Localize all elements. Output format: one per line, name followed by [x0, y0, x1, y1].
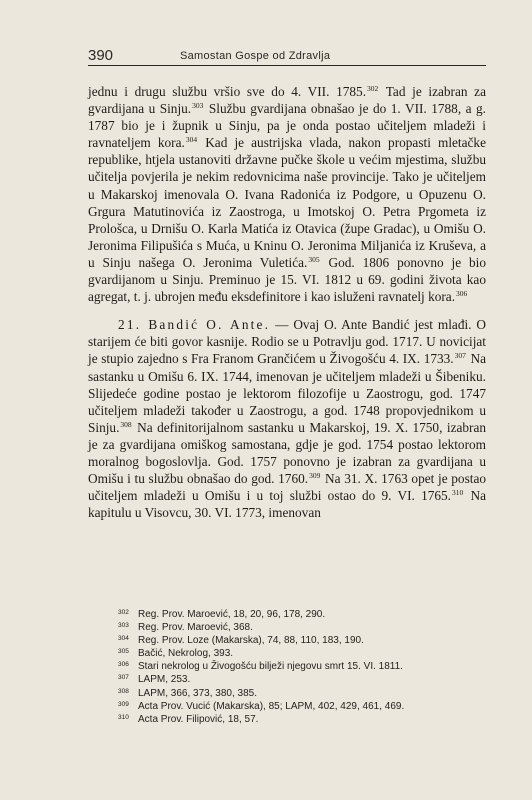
text-run: Na definitorijalnom sastanku u Makarskoj, 19. X. 1750, izabran je za gvardijana omiškog samostana, gdje je god. 1754 postao lektorom moralnog bogoslovlja. God. 1757 ponovno je izabran za gvardijana u Omišu i tu službu obnašao do god. 1760.: [88, 419, 486, 487]
footnote-text: LAPM, 366, 373, 380, 385.: [138, 687, 257, 699]
paragraph-entry-21: [88, 316, 486, 521]
footnote-number: 305: [118, 648, 129, 656]
main-text: [88, 83, 486, 521]
footnotes: [118, 608, 486, 726]
footnote: [118, 700, 486, 713]
footnote-number: 304: [118, 635, 129, 643]
running-title: Samostan Gospe od Zdravlja: [180, 50, 331, 62]
footnote: [118, 608, 486, 621]
footnote-ref: 304: [185, 135, 198, 145]
footnote: [118, 634, 486, 647]
entry-heading: 21. Bandić O. Ante.: [118, 317, 271, 333]
footnote-number: 310: [118, 713, 129, 721]
footnote-text: Stari nekrolog u Živogošću bilježi njegovu smrt 15. VI. 1811.: [138, 661, 403, 673]
footnote-ref: 310: [452, 488, 464, 498]
text-run: jednu i drugu službu vršio sve do 4. VII. 1785.: [88, 84, 367, 99]
footnote-text: Acta Prov. Filipović, 18, 57.: [138, 713, 259, 725]
footnote: [118, 713, 486, 726]
footnote: [118, 647, 486, 660]
text-run: Na 31. X. 1763 opet je postao učiteljem mladeži u Omišu i u toj službi ostao do 9. VI. 1765.: [88, 471, 487, 504]
footnote-number: 307: [118, 674, 129, 682]
footnote-text: LAPM, 253.: [138, 674, 191, 686]
footnote-ref: 302: [367, 84, 379, 93]
footnote-ref: 307: [454, 351, 466, 361]
footnote-text: Reg. Prov. Loze (Makarska), 74, 88, 110, 183, 190.: [138, 635, 364, 647]
footnote-text: Reg. Prov. Maroević, 18, 20, 96, 178, 290.: [138, 609, 326, 620]
footnote-text: Bačić, Nekrolog, 393.: [138, 648, 234, 660]
footnote-ref: 303: [192, 101, 204, 111]
text-run: Na sastanku u Omišu 6. IX. 1744, imenovan je učiteljem mladeži u Šibeniku. Slijedeće godine postao je lektorom filozofije u Zaostrogu, god. 1747 učiteljem mladeži također u Zaostrogu, a god. 1748 propovjednikom u Sinju.: [88, 351, 487, 435]
paragraph-continuation: [88, 83, 486, 305]
footnote-number: 309: [118, 700, 129, 708]
footnote-ref: 306: [456, 289, 468, 299]
text-run: Tad je izabran za gvardijana u Sinju.: [88, 84, 486, 117]
footnote: [118, 660, 486, 673]
text-run: God. 1806 ponovno je bio gvardijanom u Sinju. Preminuo je 15. VI. 1812 u 69. godini života kao agregat, t. j. ubrojen među eksdefinitore i kao isluženi ravnatelj kora.: [88, 254, 486, 305]
page-header: [88, 41, 486, 66]
footnote: [118, 673, 486, 686]
footnote: [118, 621, 486, 634]
footnote-number: 303: [118, 622, 129, 630]
footnote-ref: 309: [309, 471, 321, 481]
text-run: — Ovaj O. Ante Bandić jest mlađi. O starijem će biti govor kasnije. Rodio se u Potravlju god. 1717. U novicijat je stupio zajedno s Fra Franom Grančićem u Živogošću 4. IX. 1733.: [88, 317, 487, 367]
footnote-number: 302: [118, 609, 129, 616]
text-run: Službu gvardijana obnašao je do 1. VII. 1788, a g. 1787 bio je i župnik u Sinju, pa je onda postao učiteljem mladeži i ravnateljem kora.: [88, 101, 486, 151]
footnote-number: 308: [118, 687, 129, 695]
footnote-ref: 305: [308, 254, 320, 264]
footnote-number: 306: [118, 661, 129, 669]
footnote: [118, 687, 486, 700]
text-run: Na kapitulu u Visovcu, 30. VI. 1773, imenovan: [88, 488, 486, 521]
page-number: 390: [88, 47, 114, 64]
text-run: Kad je austrijska vlada, nakon propasti mletačke republike, htjela ustanoviti državne pučke škole u većim mjestima, službu učitelja povjerila je nekim redovnicima naše provincije. Tako je učiteljem u Makarskoj imenovala O. Ivana Radonića iz Podgore, u Opuzenu O. Grgura Matutinovića iz Zaostroga, u Imotskoj O. Petra Prgometa iz Prološca, u Drnišu O. Karla Matića iz Otavica (župe Gradac), u Omišu O. Jeronima Filipušića s Muća, u Kninu O. Jeronima Miljanića iz Kruševa, a u Sinju našega O. Jeronima Vuletića.: [88, 135, 486, 270]
footnote-text: Acta Prov. Vucić (Makarska), 85; LAPM, 402, 429, 461, 469.: [138, 700, 405, 712]
footnote-ref: 308: [120, 419, 132, 429]
footnote-text: Reg. Prov. Maroević, 368.: [138, 622, 253, 634]
